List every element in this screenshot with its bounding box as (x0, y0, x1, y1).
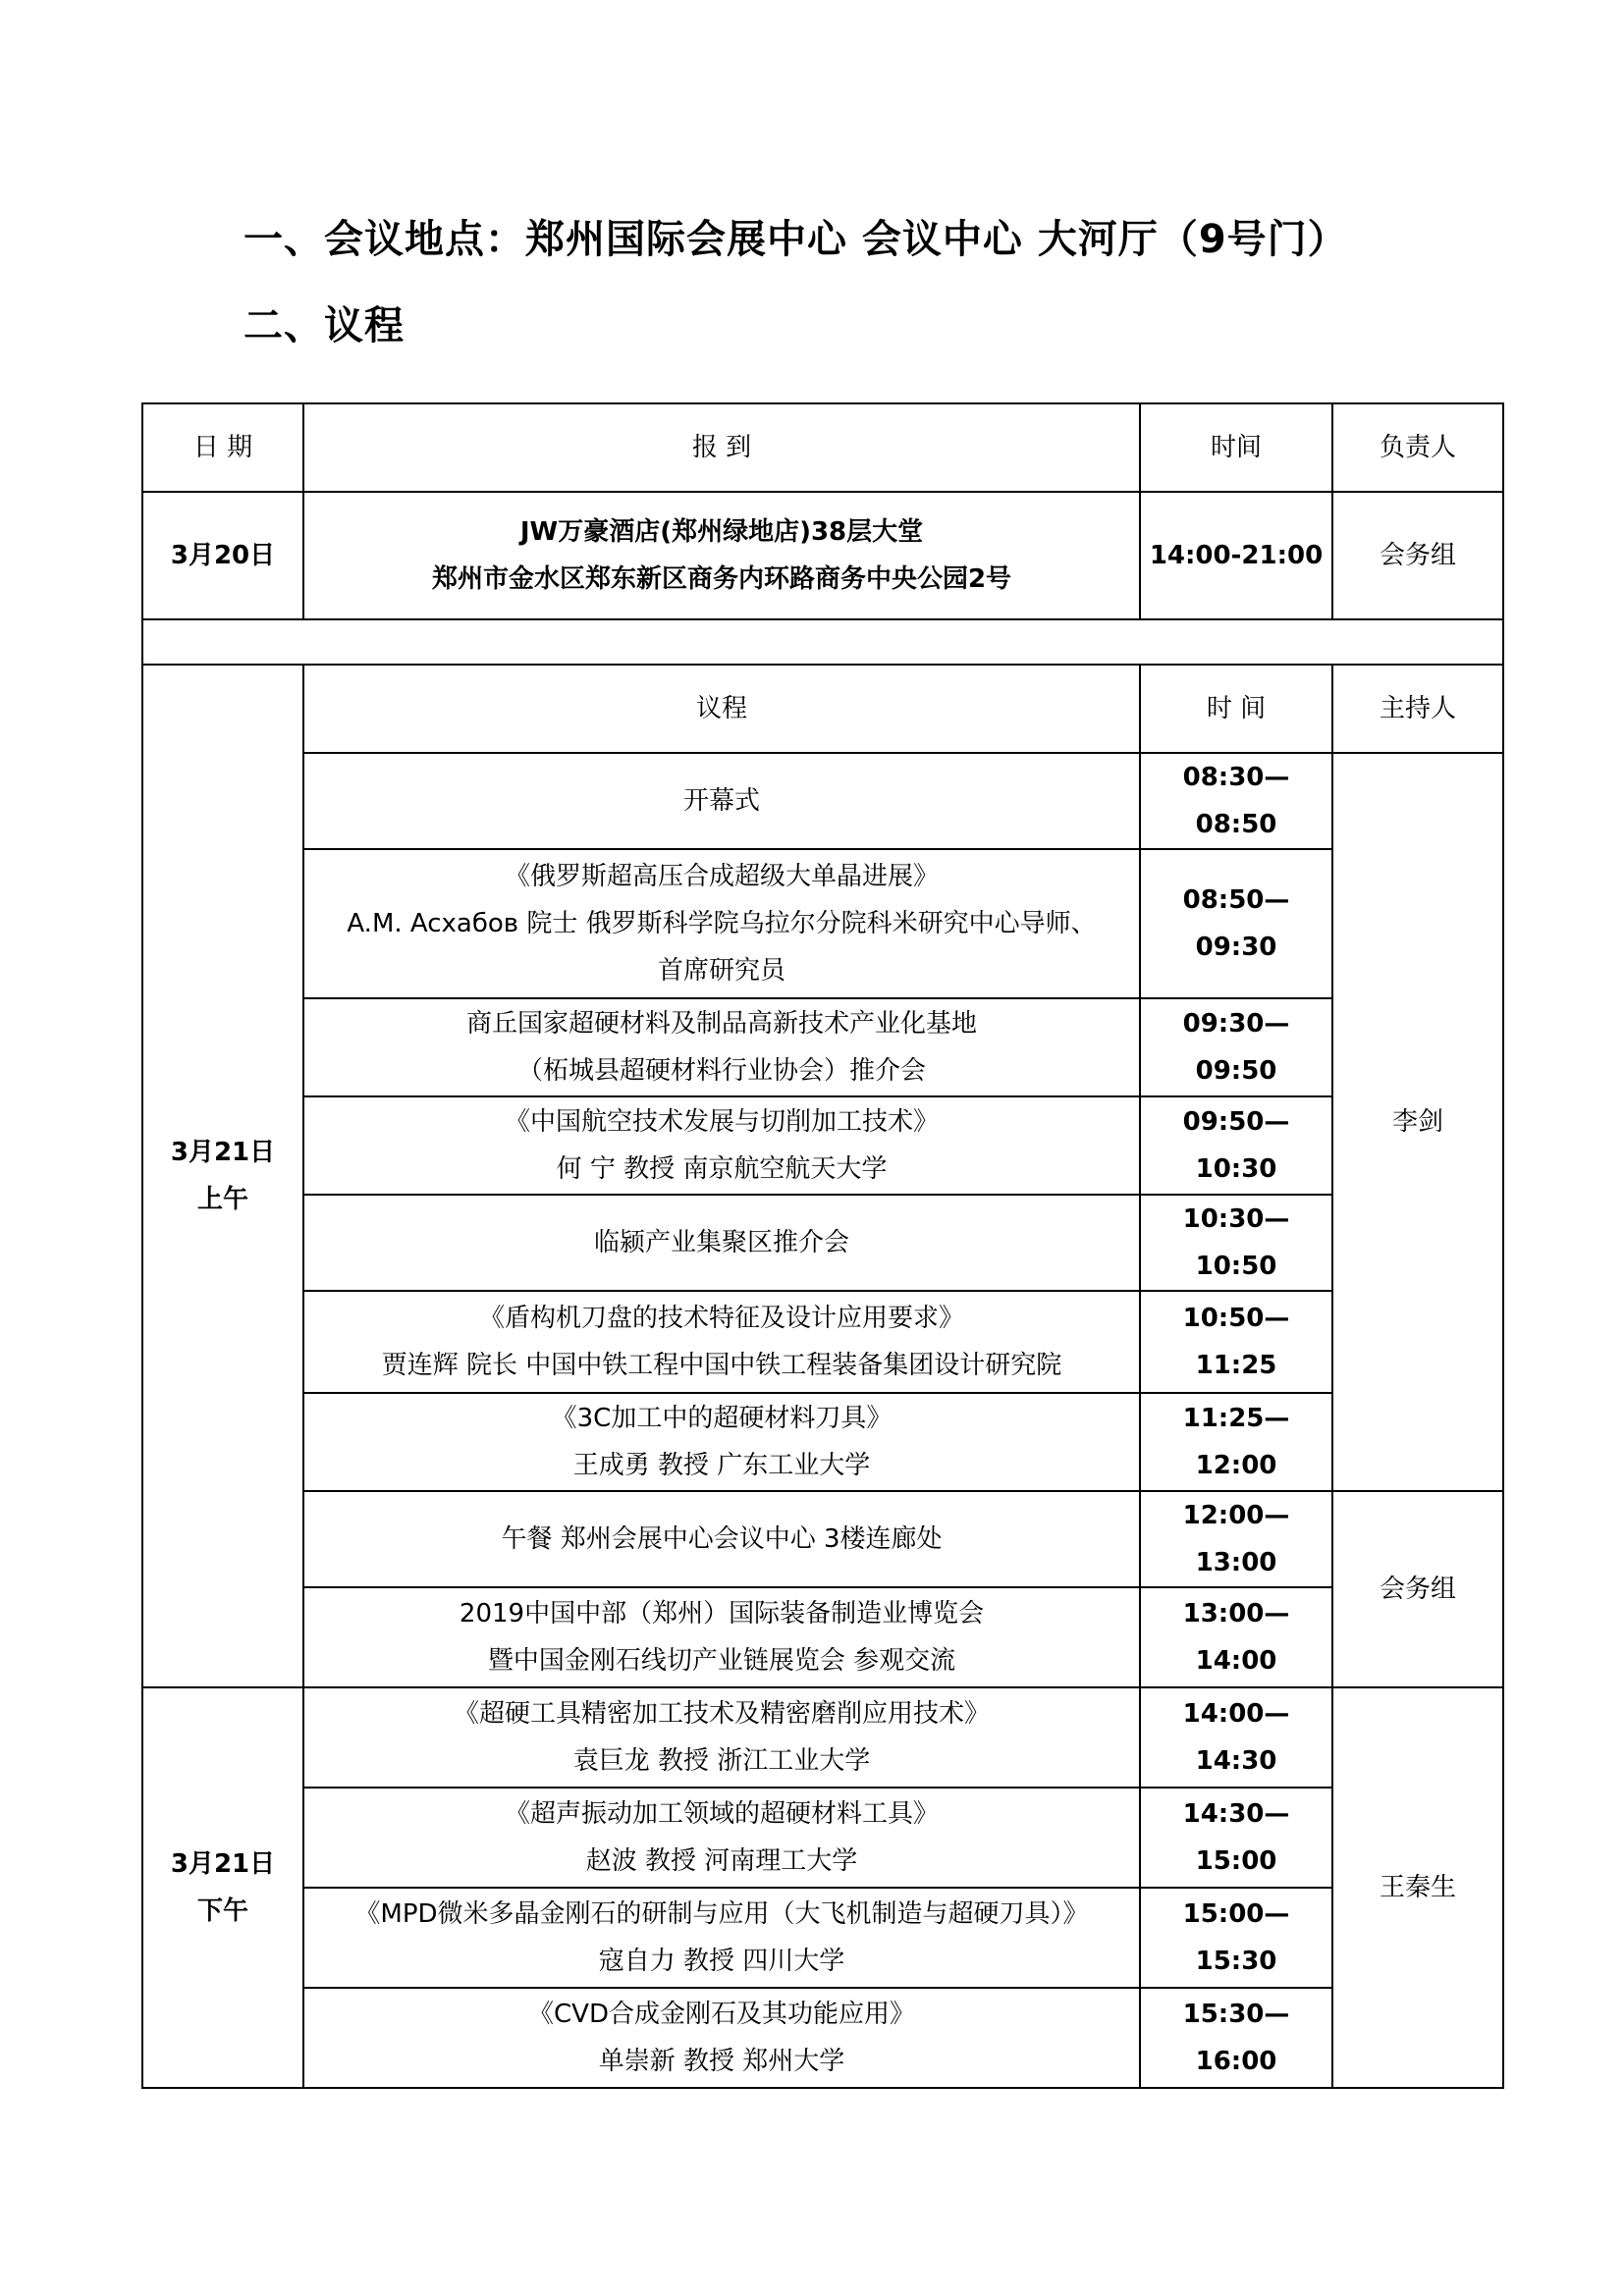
agenda-row (142, 849, 1503, 998)
agenda-time: 08:50—09:30 (1140, 849, 1332, 998)
agenda-row (142, 1888, 1503, 1988)
agenda-item (303, 1988, 1140, 2088)
registration-row (142, 492, 1503, 619)
agenda-row (142, 1291, 1503, 1393)
agenda-item (303, 1587, 1140, 1687)
agenda-item-line: 午餐 郑州会展中心会议中心 3楼连廊处 (501, 1524, 943, 1554)
morning-date-line: 上午 (196, 1185, 248, 1214)
afternoon-date (142, 1687, 303, 2088)
agenda-time: 10:30—10:50 (1140, 1195, 1332, 1291)
agenda-item-line: 单崇新 教授 郑州大学 (598, 2047, 845, 2076)
agenda-item-line: 2019中国中部（郑州）国际装备制造业博览会 (459, 1599, 985, 1629)
agenda-row (142, 1788, 1503, 1888)
agenda-row (142, 1195, 1503, 1291)
agenda-item-line: 暨中国金刚石线切产业链展览会 参观交流 (487, 1646, 956, 1676)
agenda-item-line: 《中国航空技术发展与切削加工技术》 (504, 1107, 939, 1137)
midday-host: 会务组 (1332, 1491, 1503, 1687)
agenda-time: 09:30—09:50 (1140, 998, 1332, 1096)
agenda-row (142, 1393, 1503, 1491)
spacer-row (142, 619, 1503, 665)
header-owner: 负责人 (1332, 403, 1503, 492)
agenda-row (142, 1587, 1503, 1687)
agenda-time: 09:50—10:30 (1140, 1096, 1332, 1195)
header-time: 时间 (1140, 403, 1332, 492)
registration-place-line: 郑州市金水区郑东新区商务内环路商务中央公园2号 (431, 564, 1012, 594)
agenda-item-line: 临颍产业集聚区推介会 (593, 1228, 849, 1257)
agenda-item (303, 1393, 1140, 1491)
agenda-time: 12:00—13:00 (1140, 1491, 1332, 1587)
registration-place (303, 492, 1140, 619)
agenda-item-line: 《盾构机刀盘的技术特征及设计应用要求》 (478, 1304, 964, 1333)
agenda-item-line: 贾连辉 院长 中国中铁工程中国中铁工程装备集团设计研究院 (381, 1351, 1062, 1380)
agenda-row (142, 1687, 1503, 1788)
agenda-row (142, 1491, 1503, 1587)
morning-date (142, 665, 303, 1687)
agenda-row (142, 998, 1503, 1096)
agenda-item (303, 1291, 1140, 1393)
agenda-time: 11:25—12:00 (1140, 1393, 1332, 1491)
agenda-item-line: 《俄罗斯超高压合成超级大单晶进展》 (504, 862, 939, 891)
agenda-item (303, 1491, 1140, 1587)
header-session-time: 时 间 (1140, 665, 1332, 753)
agenda-item-line: A.M. Acxaбов 院士 俄罗斯科学院乌拉尔分院科米研究中心导师、 (347, 909, 1097, 938)
agenda-item (303, 1888, 1140, 1988)
afternoon-date-line: 下午 (196, 1896, 248, 1926)
spacer-cell (142, 619, 1503, 665)
header-checkin: 报 到 (303, 403, 1140, 492)
header-date: 日 期 (142, 403, 303, 492)
header-item: 议程 (303, 665, 1140, 753)
agenda-row (142, 753, 1503, 849)
agenda-time: 10:50—11:25 (1140, 1291, 1332, 1393)
agenda-row (142, 1988, 1503, 2088)
agenda-item (303, 1096, 1140, 1195)
agenda-item (303, 849, 1140, 998)
agenda-item-line: 开幕式 (682, 786, 760, 816)
agenda-item-line: 《CVD合成金刚石及其功能应用》 (528, 2000, 915, 2029)
agenda-item-line: 《3C加工中的超硬材料刀具》 (551, 1404, 893, 1433)
agenda-item-line: 何 宁 教授 南京航空航天大学 (556, 1154, 888, 1184)
agenda-item (303, 1687, 1140, 1788)
agenda-time: 14:00—14:30 (1140, 1687, 1332, 1788)
morning-date-line: 3月21日 (170, 1138, 276, 1167)
agenda-item-line: 寇自力 教授 四川大学 (598, 1947, 845, 1976)
afternoon-date-line: 3月21日 (170, 1849, 276, 1879)
agenda-item-line: 《MPD微米多晶金刚石的研制与应用（大飞机制造与超硬刀具）》 (354, 1899, 1089, 1929)
agenda-item (303, 1788, 1140, 1888)
agenda-item-line: 王成勇 教授 广东工业大学 (572, 1451, 871, 1480)
agenda-item (303, 998, 1140, 1096)
location-heading: 一、会议地点：郑州国际会展中心 会议中心 大河厅（9号门） (244, 217, 1348, 262)
registration-owner: 会务组 (1332, 492, 1503, 619)
morning-host: 李剑 (1332, 753, 1503, 1491)
agenda-time: 15:00—15:30 (1140, 1888, 1332, 1988)
agenda-time: 14:30—15:00 (1140, 1788, 1332, 1888)
agenda-time: 13:00—14:00 (1140, 1587, 1332, 1687)
afternoon-host: 王秦生 (1332, 1687, 1503, 2088)
agenda-item-line: 商丘国家超硬材料及制品高新技术产业化基地 (465, 1009, 977, 1039)
registration-header-row (142, 403, 1503, 492)
agenda-item-line: 赵波 教授 河南理工大学 (585, 1846, 858, 1876)
registration-time: 14:00-21:00 (1140, 492, 1332, 619)
agenda-item-line: 首席研究员 (657, 956, 785, 986)
agenda-header-row (142, 665, 1503, 753)
agenda-item (303, 753, 1140, 849)
agenda-heading: 二、议程 (244, 303, 405, 348)
registration-date: 3月20日 (142, 492, 303, 619)
agenda-item-line: 《超声振动加工领域的超硬材料工具》 (504, 1799, 939, 1829)
agenda-time: 15:30—16:00 (1140, 1988, 1332, 2088)
agenda-row (142, 1096, 1503, 1195)
agenda-item (303, 1195, 1140, 1291)
agenda-item-line: 袁巨龙 教授 浙江工业大学 (572, 1746, 871, 1776)
agenda-item-line: （柘城县超硬材料行业协会）推介会 (516, 1056, 926, 1086)
agenda-table (141, 402, 1504, 2089)
registration-place-line: JW万豪酒店(郑州绿地店)38层大堂 (519, 517, 924, 547)
agenda-time: 08:30—08:50 (1140, 753, 1332, 849)
agenda-item-line: 《超硬工具精密加工技术及精密磨削应用技术》 (453, 1699, 990, 1729)
header-host: 主持人 (1332, 665, 1503, 753)
